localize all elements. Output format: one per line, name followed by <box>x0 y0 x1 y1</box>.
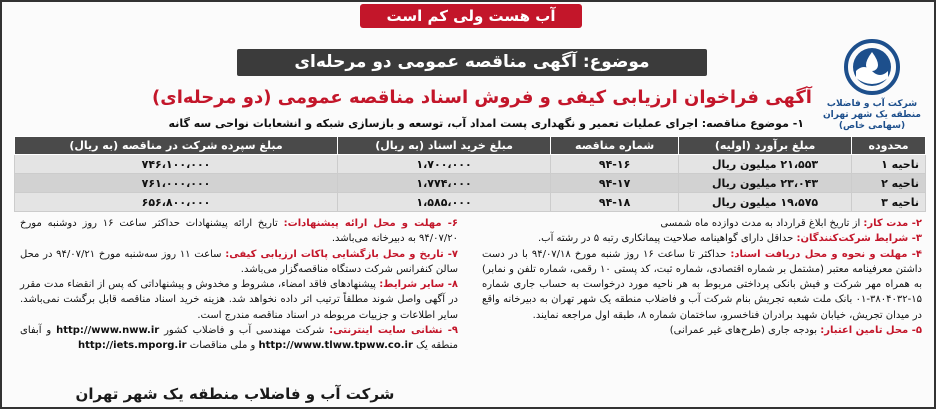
item-text: و ملی مناقصات <box>189 340 256 352</box>
table-row <box>15 174 926 193</box>
item-text: بودجه جاری (طرح‌های غیر عمرانی) <box>669 325 818 337</box>
website-link[interactable]: http://www.tlww.tpww.co.ir <box>258 340 413 352</box>
water-company-logo-icon <box>843 38 901 96</box>
item-label: ۲- مدت کار: <box>863 218 922 229</box>
footer-company-name: شرکت آب و فاضلاب منطقه یک شهر تهران <box>75 385 395 403</box>
item-text: حداکثر تا ساعت ۱۶ روز شنبه مورخ ۹۴/۰۷/۱۸ با در دست داشتن معرفینامه معتبر (مشتمل بر شماره اقتصادی، شماره ثبت، کد پستی ۱۰ رقمی، شماره تلفن و نمابر) به همراه مهر شرکت و فیش بانکی پرداختی مربوط به هر ناحیه مورد درخواست به حساب جاری شماره ۱۵-۳۸۰۴۰۳۲-۰۱ بانک ملت شعبه تجریش بنام شرکت آب و فاضلاب منطقه یک شهر تهران به دبیرخانه واقع در میدان تجریش، خیابان شهید برادران فناخسرو، ساختمان شماره ۸، طبقه اول مراجعه نمایند. <box>482 248 923 321</box>
company-logo <box>822 38 922 132</box>
item-text: تاریخ ارائه پیشنهادات حداکثر ساعت ۱۶ روز دوشنبه مورخ ۹۴/۰۷/۲۰ به دبیرخانه می‌باشد. <box>20 218 458 245</box>
item-label: ۶- مهلت و محل ارائه پیشنهادات: <box>283 218 458 229</box>
tender-subject: ۱- موضوع مناقصه: اجرای عملیات تعمیر و نگهداری پست امداد آب، توسعه و بازسازی شبکه و انشعابات نواحی سه گانه <box>168 117 804 130</box>
table-cell: ۶۵۶،۸۰۰،۰۰۰ <box>15 193 338 212</box>
other-conditions-paragraph <box>20 277 458 323</box>
table-cell: ۹۴-۱۷ <box>551 174 679 193</box>
tender-table <box>14 136 926 212</box>
documents-paragraph <box>482 247 922 323</box>
item-label: ۷- تاریخ و محل بازگشایی پاکات ارزیابی کیفی: <box>225 248 459 260</box>
slogan-banner: آب هست ولی کم است <box>360 4 582 28</box>
duration-paragraph <box>482 216 922 231</box>
item-text: حداقل دارای گواهینامه صلاحیت پیمانکاری رتبه ۵ در رشته آب. <box>537 233 794 245</box>
table-cell: ۷۶۱،۰۰۰،۰۰۰ <box>15 174 338 193</box>
table-header-row <box>15 137 926 155</box>
participants-paragraph <box>482 231 922 246</box>
websites-paragraph <box>20 323 458 354</box>
column-header: محدوده <box>852 137 926 155</box>
website-link[interactable]: http://www.nww.ir <box>56 325 160 337</box>
conditions-left-column <box>20 216 458 354</box>
conditions-right-column <box>482 216 922 338</box>
table-cell: ناحیه ۱ <box>852 155 926 174</box>
column-header: مبلغ سپرده شرکت در مناقصه (به ریال) <box>15 137 338 155</box>
column-header: مبلغ خرید اسناد (به ریال) <box>338 137 551 155</box>
column-header: مبلغ برآورد (اولیه) <box>679 137 852 155</box>
table-cell: ناحیه ۳ <box>852 193 926 212</box>
opening-paragraph <box>20 247 458 278</box>
table-cell: ۲۱،۵۵۳ میلیون ریال <box>679 155 852 174</box>
funding-paragraph <box>482 323 922 338</box>
table-row <box>15 193 926 212</box>
item-text: پیشنهادهای فاقد امضاء، مشروط و مخدوش و پیشنهاداتی که پس از انقضاء مدت مقرر در آگهی واصل شوند مطلقاً ترتیب اثر داده نخواهد شد. هزینه خرید اسناد مناقصه قابل برگشت نمی‌باشد. سایر اطلاعات و جزییات مربوطه در اسناد مناقصه مندرج است. <box>20 279 458 321</box>
page-title: آگهی فراخوان ارزیابی کیفی و فروش اسناد مناقصه عمومی (دو مرحله‌ای) <box>152 87 812 108</box>
website-link[interactable]: http://iets.mporg.ir <box>78 340 187 352</box>
table-row <box>15 155 926 174</box>
table-cell: ۹۴-۱۶ <box>551 155 679 174</box>
item-text: و آبفای منطقه یک <box>20 325 458 352</box>
item-label: ۳- شرایط شرکت‌کنندگان: <box>796 233 922 245</box>
item-text: ساعت ۱۱ روز سه‌شنبه مورخ ۹۴/۰۷/۲۱ در محل سالن کنفرانس شرکت دستگاه مناقصه‌گزار می‌باشد. <box>20 248 458 275</box>
table-cell: ۱۹،۵۷۵ میلیون ریال <box>679 193 852 212</box>
table-cell: ۱،۵۸۵،۰۰۰ <box>338 193 551 212</box>
logo-company-name: شرکت آب و فاضلاب منطقه یک شهر تهران (سهامی خاص) <box>822 99 922 131</box>
item-label: ۵- محل تامین اعتبار: <box>820 325 922 337</box>
table-cell: ۱،۷۷۴،۰۰۰ <box>338 174 551 193</box>
item-label: ۴- مهلت و نحوه و محل دریافت اسناد: <box>730 248 922 260</box>
table-cell: ناحیه ۲ <box>852 174 926 193</box>
column-header: شماره مناقصه <box>551 137 679 155</box>
submission-paragraph <box>20 216 458 247</box>
item-text: شرکت مهندسی آب و فاضلاب کشور <box>164 325 325 337</box>
table-cell: ۱،۷۰۰،۰۰۰ <box>338 155 551 174</box>
table-cell: ۹۴-۱۸ <box>551 193 679 212</box>
table-cell: ۷۴۶،۱۰۰،۰۰۰ <box>15 155 338 174</box>
item-label: ۸- سایر شرایط: <box>379 279 459 291</box>
item-label: ۹- نشانی سایت اینترنتی: <box>329 325 458 337</box>
item-text: از تاریخ ابلاغ قرارداد به مدت دوازده ماه شمسی <box>660 218 861 229</box>
table-cell: ۲۳،۰۴۳ میلیون ریال <box>679 174 852 193</box>
subject-heading: موضوع: آگهی مناقصه عمومی دو مرحله‌ای <box>237 49 707 76</box>
